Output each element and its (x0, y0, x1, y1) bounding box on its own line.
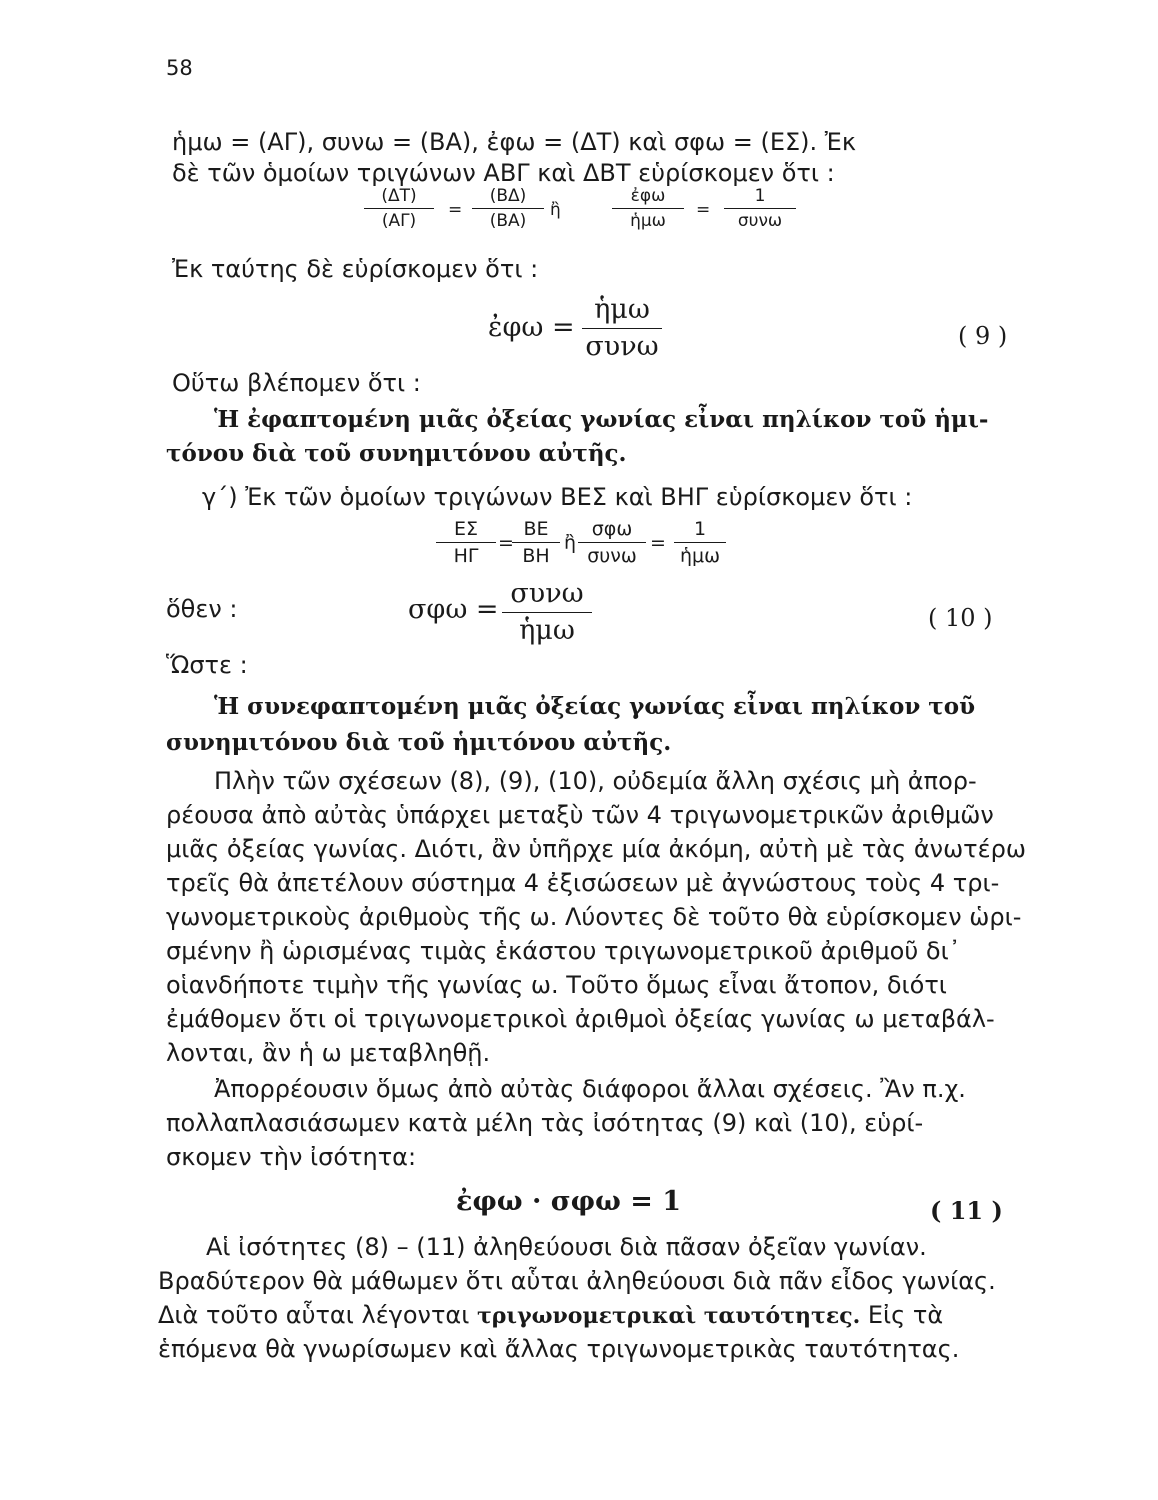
text-line: λονται, ἂν ἡ ω μεταβληθῇ. (166, 1039, 491, 1067)
text-line: μιᾶς ὀξείας γωνίας. Διότι, ἂν ὑπῆρχε μία ἀκόμη, αὐτὴ μὲ τὰς ἀνωτέρω (166, 835, 1026, 863)
theorem-line: Ἡ συνεφαπτομένη μιᾶς ὀξείας γωνίας εἶναι πηλίκον τοῦ (214, 693, 976, 720)
text-line: Ἐκ ταύτης δὲ εὑρίσκομεν ὅτι : (172, 255, 539, 283)
text-line: σμένην ἢ ὡρισμένας τιμὰς ἑκάστου τριγωνομετρικοῦ ἀριθμοῦ δι᾿ (166, 937, 961, 965)
book-page: 58 ἡμω = (ΑΓ), συνω = (ΒΑ), ἐφω = (ΔΤ) καὶ σφω = (ΕΣ). Ἐκ δὲ τῶν ὁμοίων τριγώνων ΑΒΓ καὶ ΔΒΤ εὑρίσκομεν ὅτι : $\frac{(\Delta T)}{(A\Gamma)}$ = $\frac{(B\Delta)}{(BA)}$ ἢ ἐφω ἡμω = 1 συνω Ἐκ ταύτης δὲ εὑρίσκομεν ὅτι : ἐφω = ἡμω συνω ( 9 ) Οὕτω βλέπομεν ὅτι : Ἡ ἐφαπτομένη μιᾶς ὀξείας γωνίας εἶναι πηλίκον τοῦ ἡμι- τόνου διὰ τοῦ συνημιτόνου αὐτῆς. γ΄) Ἐκ τῶν ὁμοίων τριγώνων ΒΕΣ καὶ ΒΗΓ εὑρίσκομεν ὅτι : $\frac{E\Sigma}{H\Gamma}$ = $\frac{BE}{BH}$ ἢ σφω συνω = 1 ἡμω ὅθεν : σφω = συνω ἡμω ( 10 ) Ὥστε : Ἡ συνεφαπτομένη μιᾶς ὀξείας γωνίας εἶναι πηλίκον τοῦ συνημιτόνου διὰ τοῦ ἡμιτόνου αὐτῆς. Πλὴν τῶν σχέσεων (8), (9), (10), οὐδεμία ἄλλη σχέσις μὴ ἀπορ- ρέουσα ἀπὸ αὐτὰς ὑπάρχει μεταξὺ τῶν 4 τριγωνομετρικῶν ἀριθμῶν μιᾶς ὀξείας γωνίας. Διότι, ἂν ὑπῆρχε μία ἀκόμη, αὐτὴ μὲ τὰς ἀνωτέρω τρεῖς θὰ ἀπετέλουν σύστημα 4 ἐξισώσεων μὲ ἀγνώστους τοὺς 4 τρι- γωνομετρικοὺς ἀριθμοὺς τῆς ω. Λύοντες δὲ τοῦτο θὰ εὑρίσκομεν ὡρι- σμένην ἢ ὡρισμένας τιμὰς ἑκάστου τριγωνομετρικοῦ ἀριθμοῦ δι᾿ οἱανδήποτε τιμὴν τῆς γωνίας ω. Τοῦτο ὅμως εἶναι ἄτοπον, διότι ἐμάθομεν ὅτι οἱ τριγωνομετρικοὶ ἀριθμοὶ ὀξείας γωνίας ω μεταβάλ- λονται, ἂν ἡ ω μεταβληθῇ. Ἀπορρέουσιν ὅμως ἀπὸ αὐτὰς διάφοροι ἄλλαι σχέσεις. Ἂν π.χ. πολλαπλασιάσωμεν κατὰ μέλη τὰς ἰσότητας (9) καὶ (10), εὑρί- σκομεν τὴν ἰσότητα: ἐφω · σφω = 1 ( 11 ) Αἱ ἰσότητες (8) – (11) ἀληθεύουσι διὰ πᾶσαν ὀξεῖαν γωνίαν. Βραδύτερον θὰ μάθωμεν ὅτι αὗται ἀληθεύουσι διὰ πᾶν εἶδος γωνίας. Διὰ τοῦτο αὗται λέγονται τριγωνομετρικαὶ ταυτότητες. Εἰς τὰ ἑπόμενα θὰ γνωρίσωμεν καὶ ἄλλας τριγωνομετρικὰς ταυτότητας. (158, 56, 1026, 1363)
text-line: ἐμάθομεν ὅτι οἱ τριγωνομετρικοὶ ἀριθμοὶ ὀξείας γωνίας ω μεταβάλ- (166, 1005, 995, 1033)
text-line: Βραδύτερον θὰ μάθωμεν ὅτι αὗται ἀληθεύουσι διὰ πᾶν εἶδος γωνίας. (158, 1267, 996, 1295)
fraction: 1 ἡμω (674, 518, 726, 567)
text-line: Αἱ ἰσότητες (8) – (11) ἀληθεύουσι διὰ πᾶσαν ὀξεῖαν γωνίαν. (206, 1233, 927, 1261)
text-line: γ΄) Ἐκ τῶν ὁμοίων τριγώνων ΒΕΣ καὶ ΒΗΓ εὑρίσκομεν ὅτι : (202, 483, 913, 511)
page-number: 58 (166, 56, 193, 80)
text-line: ρέουσα ἀπὸ αὐτὰς ὑπάρχει μεταξὺ τῶν 4 τριγωνομετρικῶν ἀριθμῶν (166, 801, 994, 829)
text-line: Διὰ τοῦτο αὗται λέγονται τριγωνομετρικαὶ ταυτότητες. Εἰς τὰ (158, 1301, 944, 1329)
theorem-line: Ἡ ἐφαπτομένη μιᾶς ὀξείας γωνίας εἶναι πηλίκον τοῦ ἡμι- (214, 406, 989, 433)
fraction: $\frac{BE}{BH}$ (512, 518, 560, 567)
text-line: οἱανδήποτε τιμὴν τῆς γωνίας ω. Τοῦτο ὅμως εἶναι ἄτοπον, διότι (166, 971, 947, 999)
fraction: $\frac{(B\Delta)}{(BA)}$ (472, 186, 544, 231)
text-line: πολλαπλασιάσωμεν κατὰ μέλη τὰς ἰσότητας (9) καὶ (10), εὑρί- (166, 1109, 924, 1137)
fraction: 1 συνω (724, 186, 796, 231)
text-line: τρεῖς θὰ ἀπετέλουν σύστημα 4 ἐξισώσεων μὲ ἀγνώστους τοὺς 4 τρι- (166, 869, 1000, 897)
theorem-line: τόνου διὰ τοῦ συνημιτόνου αὐτῆς. (166, 440, 627, 467)
text-line: ὅθεν : (166, 595, 238, 623)
fraction: ἐφω ἡμω (612, 186, 684, 231)
fraction: $\frac{(\Delta T)}{(A\Gamma)}$ (364, 186, 434, 231)
text-line: ἡμω = (ΑΓ), συνω = (ΒΑ), ἐφω = (ΔΤ) καὶ σφω = (ΕΣ). Ἐκ (172, 128, 856, 156)
equation-number: ( 11 ) (930, 1196, 1003, 1225)
bold-term: τριγωνομετρικαὶ ταυτότητες. (476, 1303, 861, 1329)
equation-number: ( 9 ) (958, 322, 1008, 350)
text-line: Οὕτω βλέπομεν ὅτι : (172, 369, 421, 397)
text-line: ἑπόμενα θὰ γνωρίσωμεν καὶ ἄλλας τριγωνομετρικὰς ταυτότητας. (158, 1335, 960, 1363)
fraction: συνω ἡμω (502, 578, 592, 647)
theorem-line: συνημιτόνου διὰ τοῦ ἡμιτόνου αὐτῆς. (166, 729, 672, 756)
text-line: Πλὴν τῶν σχέσεων (8), (9), (10), οὐδεμία ἄλλη σχέσις μὴ ἀπορ- (214, 767, 977, 795)
text-line: Ὥστε : (166, 651, 248, 679)
text-line: γωνομετρικοὺς ἀριθμοὺς τῆς ω. Λύοντες δὲ τοῦτο θὰ εὑρίσκομεν ὡρι- (166, 903, 1022, 931)
fraction: σφω συνω (578, 518, 646, 567)
fraction: $\frac{E\Sigma}{H\Gamma}$ (436, 518, 496, 567)
fraction: ἡμω συνω (582, 294, 662, 363)
equation-number: ( 10 ) (928, 604, 993, 632)
text-line: δὲ τῶν ὁμοίων τριγώνων ΑΒΓ καὶ ΔΒΤ εὑρίσκομεν ὅτι : (172, 159, 835, 187)
text-line: Ἀπορρέουσιν ὅμως ἀπὸ αὐτὰς διάφοροι ἄλλαι σχέσεις. Ἂν π.χ. (214, 1075, 966, 1103)
text-line: σκομεν τὴν ἰσότητα: (166, 1143, 417, 1171)
